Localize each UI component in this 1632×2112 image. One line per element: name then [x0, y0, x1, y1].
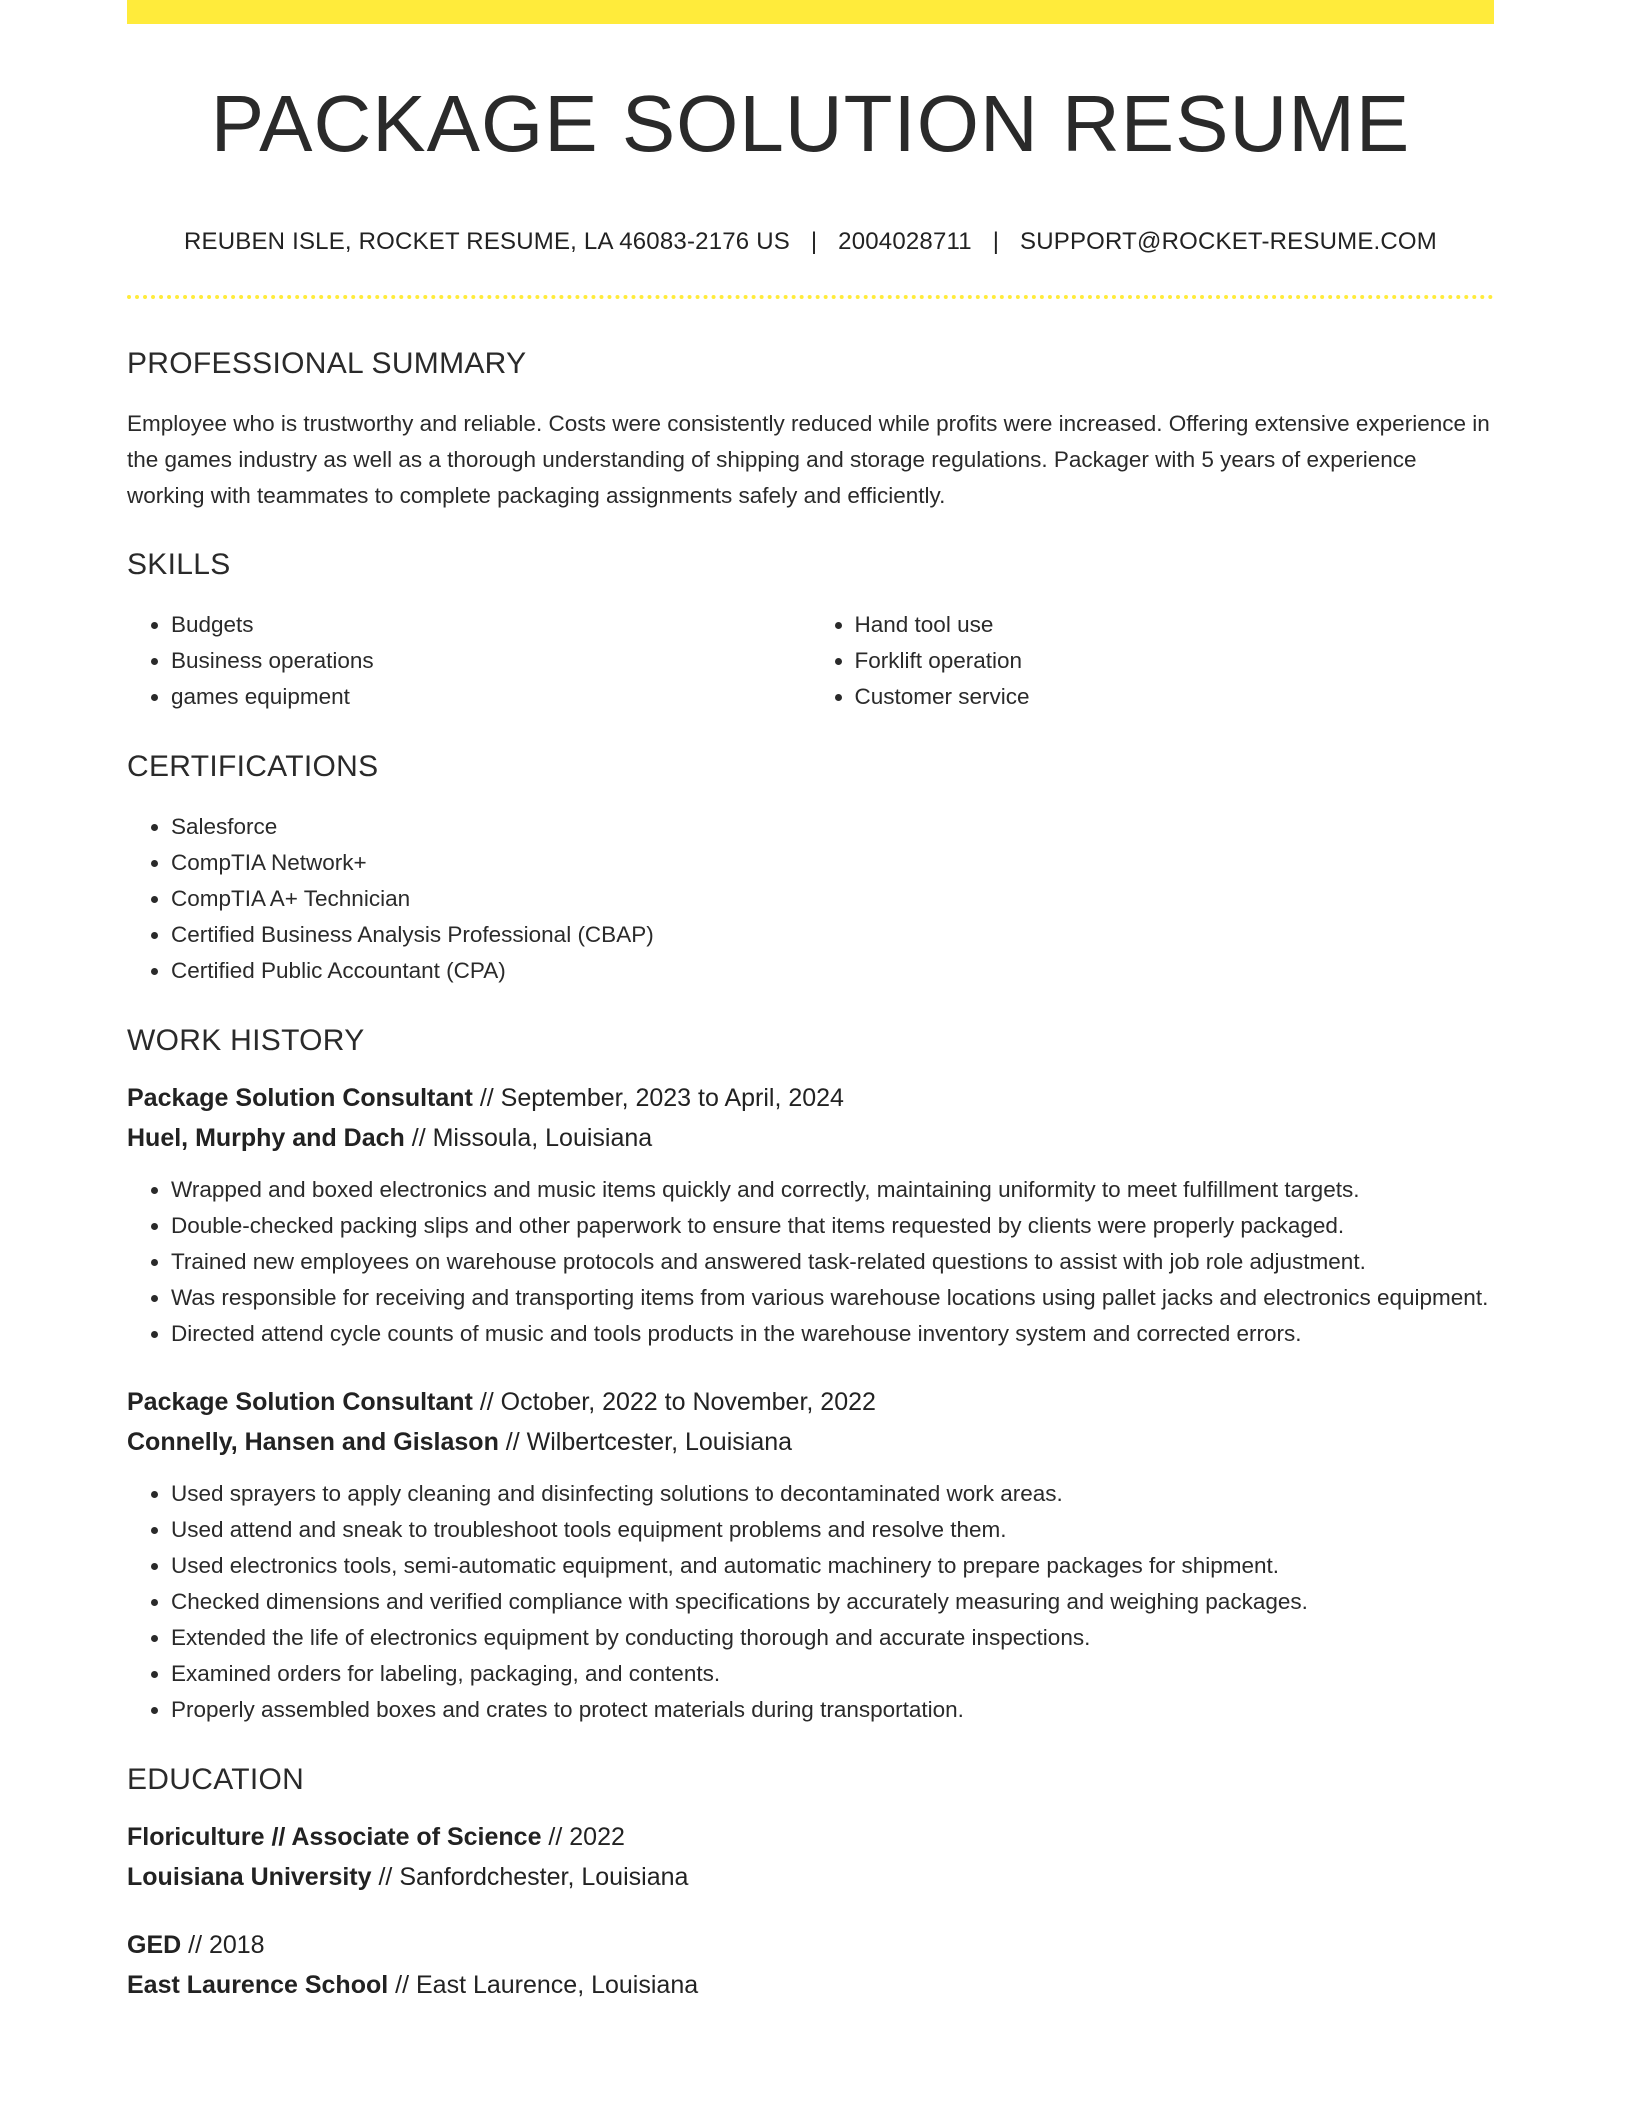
contact-address: REUBEN ISLE, ROCKET RESUME, LA 46083-2176 US — [184, 228, 790, 255]
certification-item: • CompTIA A+ Technician — [171, 881, 1494, 917]
education-year: // 2018 — [181, 1931, 265, 1959]
skills-grid — [127, 607, 1494, 715]
job-location: // Missoula, Louisiana — [404, 1124, 653, 1152]
job-role: Package Solution Consultant — [127, 1084, 473, 1112]
education-entry — [127, 1817, 1494, 1897]
job-location: // Wilbertcester, Louisiana — [498, 1428, 793, 1456]
certifications-heading: CERTIFICATIONS — [127, 750, 379, 783]
certification-item: • Certified Business Analysis Professional (CBAP) — [171, 917, 1494, 953]
certifications-section — [127, 752, 1494, 989]
resume-page — [127, 0, 1494, 2005]
job-role-line — [127, 1078, 1494, 1118]
education-location: // East Laurence, Louisiana — [388, 1971, 699, 1999]
work-history-heading: WORK HISTORY — [127, 1024, 365, 1057]
job-role-line — [127, 1382, 1494, 1422]
skills-list-right — [811, 607, 1495, 715]
resume-title: PACKAGE SOLUTION RESUME — [210, 79, 1411, 168]
education-school: Louisiana University — [127, 1863, 372, 1891]
job-bullet-list — [127, 1476, 1494, 1728]
job-entry — [127, 1382, 1494, 1728]
education-school-line — [127, 1965, 1494, 2005]
education-degree-line — [127, 1925, 1494, 1965]
job-bullet: • Directed attend cycle counts of music and tools products in the warehouse inventory system and corrected errors. — [171, 1316, 1494, 1352]
job-company: Huel, Murphy and Dach — [127, 1124, 405, 1152]
summary-heading: PROFESSIONAL SUMMARY — [127, 347, 527, 380]
skills-heading: SKILLS — [127, 548, 231, 581]
skill-item: • Hand tool use — [855, 607, 1495, 643]
job-company-line — [127, 1422, 1494, 1462]
skill-item: • Forklift operation — [855, 643, 1495, 679]
job-dates: // September, 2023 to April, 2024 — [472, 1084, 844, 1112]
job-bullet: • Trained new employees on warehouse protocols and answered task-related questions to assist with job role adjustment. — [171, 1244, 1494, 1280]
job-bullet: • Used attend and sneak to troubleshoot tools equipment problems and resolve them. — [171, 1512, 1494, 1548]
contact-separator: | — [810, 228, 818, 255]
education-year: // 2022 — [541, 1823, 625, 1851]
skill-item: • Budgets — [171, 607, 811, 643]
job-bullet: • Used sprayers to apply cleaning and disinfecting solutions to decontaminated work areas. — [171, 1476, 1494, 1512]
job-role: Package Solution Consultant — [127, 1388, 473, 1416]
skill-item: • Customer service — [855, 679, 1495, 715]
job-bullet: • Examined orders for labeling, packaging, and contents. — [171, 1656, 1494, 1692]
summary-text: Employee who is trustworthy and reliable. Costs were consistently reduced while profits were increased. Offering extensive experience in the games industry as well as a thorough understanding of shipping and storage regulations. Packager with 5 years of experience working with teammates to complete packaging assignments safely and efficiently. — [127, 411, 1490, 508]
top-accent-bar — [127, 0, 1494, 24]
certifications-list — [127, 809, 1494, 989]
contact-line — [127, 228, 1494, 256]
job-bullet: • Double-checked packing slips and other paperwork to ensure that items requested by clients were properly packaged. — [171, 1208, 1494, 1244]
education-entry — [127, 1925, 1494, 2005]
certification-item: • CompTIA Network+ — [171, 845, 1494, 881]
job-dates: // October, 2022 to November, 2022 — [472, 1388, 876, 1416]
job-bullet: • Was responsible for receiving and transporting items from various warehouse locations using pallet jacks and electronics equipment. — [171, 1280, 1494, 1316]
job-bullet-list — [127, 1172, 1494, 1352]
contact-phone: 2004028711 — [838, 228, 972, 255]
job-company: Connelly, Hansen and Gislason — [127, 1428, 499, 1456]
education-section — [127, 1765, 1494, 2005]
skills-list-left — [127, 607, 811, 715]
skills-section — [127, 550, 1494, 715]
skill-item: • Business operations — [171, 643, 811, 679]
certification-item: • Salesforce — [171, 809, 1494, 845]
job-entry — [127, 1078, 1494, 1352]
job-bullet: • Properly assembled boxes and crates to protect materials during transportation. — [171, 1692, 1494, 1728]
summary-section — [127, 349, 1494, 514]
job-company-line — [127, 1118, 1494, 1158]
work-history-section — [127, 1026, 1494, 1728]
education-heading: EDUCATION — [127, 1763, 305, 1796]
contact-separator: | — [992, 228, 1000, 255]
header-divider — [127, 295, 1494, 299]
education-location: // Sanfordchester, Louisiana — [371, 1863, 689, 1891]
education-degree: Floriculture // Associate of Science — [127, 1823, 542, 1851]
job-bullet: • Used electronics tools, semi-automatic equipment, and automatic machinery to prepare packages for shipment. — [171, 1548, 1494, 1584]
certification-item: • Certified Public Accountant (CPA) — [171, 953, 1494, 989]
job-bullet: • Extended the life of electronics equipment by conducting thorough and accurate inspections. — [171, 1620, 1494, 1656]
education-school-line — [127, 1857, 1494, 1897]
job-bullet: • Wrapped and boxed electronics and music items quickly and correctly, maintaining uniformity to meet fulfillment targets. — [171, 1172, 1494, 1208]
education-school: East Laurence School — [127, 1971, 389, 1999]
education-degree: GED — [127, 1931, 182, 1959]
job-bullet: • Checked dimensions and verified compliance with specifications by accurately measuring and weighing packages. — [171, 1584, 1494, 1620]
contact-email: SUPPORT@ROCKET-RESUME.COM — [1020, 228, 1437, 255]
skill-item: • games equipment — [171, 679, 811, 715]
education-degree-line — [127, 1817, 1494, 1857]
